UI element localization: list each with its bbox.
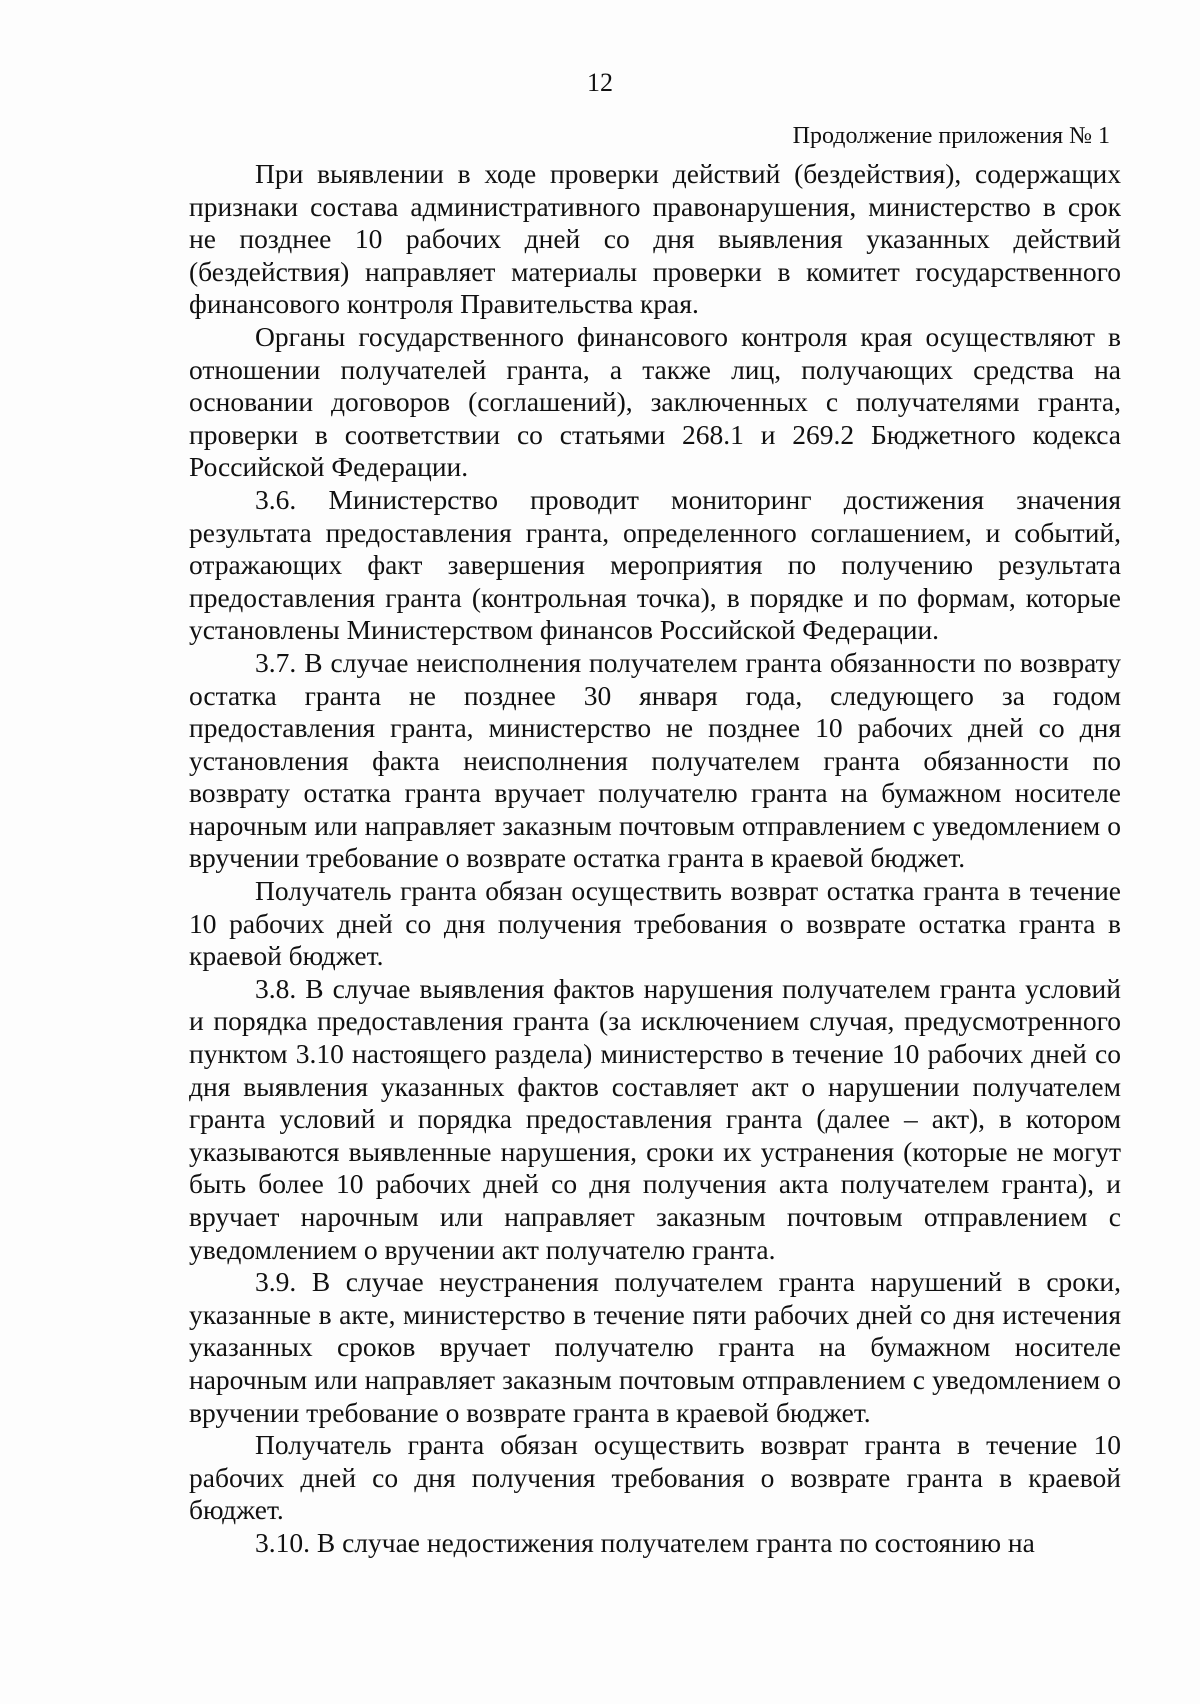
paragraph-3-9: 3.9. В случае неустранения получателем гранта нарушений в сроки, указанные в акте, министерство в течение пяти рабочих дней со дня истечения указанных сроков вручает получателю гранта на бумажном носителе нарочным или направляет заказным почтовым отправлением с уведомлением о вручении требование о возврате гранта в краевой бюджет. — [189, 1266, 1121, 1428]
paragraph-3-10: 3.10. В случае недостижения получателем гранта по состоянию на — [255, 1526, 1035, 1558]
paragraph-3-7: 3.7. В случае неисполнения получателем гранта обязанности по возврату остатка гранта не позднее 30 января года, следующего за годом предоставления гранта, министерство не позднее 10 рабочих дней со дня установления факта неисполнения получателем гранта обязанности по возврату остатка гранта вручает получателю гранта на бумажном носителе нарочным или направляет заказным почтовым отправлением с уведомлением о вручении требование о возврате остатка гранта в краевой бюджет. — [189, 646, 1121, 874]
paragraph-grant-return: Получатель гранта обязан осуществить возврат гранта в течение 10 рабочих дней со дня получения требования о возврате гранта в краевой бюджет. — [189, 1429, 1121, 1526]
document-body — [189, 158, 1121, 1560]
paragraph-violation-referral: При выявлении в ходе проверки действий (бездействия), содержащих признаки состава административного правонарушения, министерство в срок не позднее 10 рабочих дней со дня выявления указанных действий (бездействия) направляет материалы проверки в комитет государственного финансового контроля Правительства края. — [189, 158, 1121, 320]
paragraph-financial-control: Органы государственного финансового контроля края осуществляют в отношении получателей гранта, а также лиц, получающих средства на основании договоров (соглашений), заключенных с получателями гранта, проверки в соответствии со статьями 268.1 и 269.2 Бюджетного кодекса Российской Федерации. — [189, 320, 1121, 483]
page-number: 12 — [587, 68, 613, 97]
paragraph-remainder-return: Получатель гранта обязан осуществить возврат остатка гранта в течение 10 рабочих дней со дня получения требования о возврате остатка гранта в краевой бюджет. — [189, 875, 1121, 972]
appendix-continuation-note: Продолжение приложения № 1 — [792, 123, 1110, 149]
paragraph-3-6: 3.6. Министерство проводит мониторинг достижения значения результата предоставления гранта, определенного соглашением, и событий, отражающих факт завершения мероприятия по получению результата предоставления гранта (контрольная точка), в порядке и по формам, которые установлены Министерством финансов Российской Федерации. — [189, 483, 1121, 646]
paragraph-3-8: 3.8. В случае выявления фактов нарушения получателем гранта условий и порядка предоставления гранта (за исключением случая, предусмотренного пунктом 3.10 настоящего раздела) министерство в течение 10 рабочих дней со дня выявления указанных фактов составляет акт о нарушении получателем гранта условий и порядка предоставления гранта (далее – акт), в котором указываются выявленные нарушения, сроки их устранения (которые не могут быть более 10 рабочих дней со дня получения акта получателем гранта), и вручает нарочным или направляет заказным почтовым отправлением с уведомлением о вручении акт получателю гранта. — [189, 972, 1121, 1265]
